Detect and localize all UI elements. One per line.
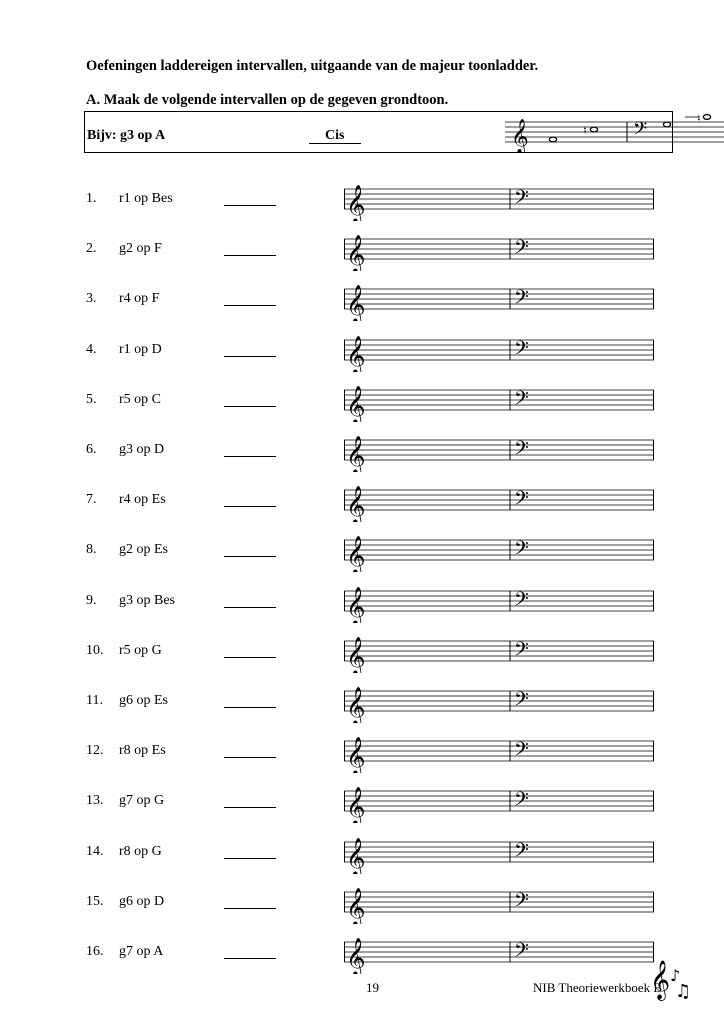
treble-clef-icon [346, 184, 366, 221]
exercise-number: 16. [86, 944, 104, 959]
bass-clef-icon [514, 488, 529, 514]
svg-text:𝄞: 𝄞 [346, 736, 366, 774]
answer-blank[interactable] [224, 958, 276, 959]
exercise-row [0, 225, 724, 275]
exercise-label: r8 op Es [119, 743, 166, 759]
treble-clef-icon [346, 887, 366, 924]
exercise-row [0, 828, 724, 878]
whole-note [590, 127, 597, 132]
svg-text:𝄞: 𝄞 [346, 836, 366, 874]
music-staff[interactable] [344, 279, 656, 326]
answer-blank[interactable] [224, 757, 276, 758]
exercise-row [0, 878, 724, 928]
exercise-number: 3. [86, 291, 97, 307]
exercise-number: 11. [86, 693, 103, 708]
music-staff[interactable] [344, 330, 656, 377]
music-staff[interactable] [344, 430, 656, 477]
exercise-row [0, 627, 724, 677]
answer-blank[interactable] [224, 657, 276, 658]
page-title: Oefeningen laddereigen intervallen, uitgaande van de majeur toonladder. [86, 58, 539, 74]
answer-blank[interactable] [224, 506, 276, 507]
answer-blank[interactable] [224, 456, 276, 457]
bass-clef-icon [514, 388, 529, 414]
answer-blank[interactable] [224, 356, 276, 357]
svg-text:𝄞: 𝄞 [346, 284, 366, 322]
section-heading: A. Maak de volgende intervallen op de gegeven grondtoon. [86, 92, 449, 108]
exercise-row [0, 175, 724, 225]
exercise-row [0, 677, 724, 727]
exercise-number: 6. [86, 442, 97, 457]
exercise-label: r4 op F [119, 291, 160, 307]
svg-text:𝄞: 𝄞 [650, 960, 671, 1000]
answer-blank[interactable] [224, 205, 276, 206]
bass-clef-icon [514, 187, 529, 213]
music-staff[interactable] [344, 380, 656, 427]
treble-clef-icon [346, 284, 366, 321]
exercise-label: g6 op D [119, 893, 165, 909]
svg-text:𝄢: 𝄢 [514, 438, 529, 464]
exercise-number: 2. [86, 241, 97, 257]
treble-clef-icon [346, 636, 366, 673]
exercise-row [0, 376, 724, 426]
exercise-number: 9. [86, 592, 97, 608]
answer-blank[interactable] [224, 556, 276, 557]
music-staff[interactable] [344, 581, 656, 628]
music-staff[interactable] [344, 530, 656, 577]
bass-clef-icon [633, 119, 647, 144]
treble-clef-icon [346, 686, 366, 723]
exercise-row [0, 326, 724, 376]
svg-text:𝄢: 𝄢 [514, 889, 529, 916]
svg-text:𝄢: 𝄢 [514, 638, 529, 665]
answer-blank[interactable] [224, 607, 276, 608]
answer-blank[interactable] [224, 707, 276, 708]
svg-text:𝄢: 𝄢 [514, 739, 529, 766]
example-staff [505, 114, 724, 157]
exercise-label: g2 op F [119, 241, 162, 257]
treble-clef-icon [346, 234, 366, 271]
music-staff[interactable] [344, 731, 656, 778]
treble-clef-icon [346, 586, 366, 623]
bass-clef-icon [514, 890, 529, 916]
exercise-row [0, 426, 724, 476]
svg-text:𝄞: 𝄞 [346, 535, 366, 573]
example-answer: Cis [309, 128, 361, 144]
exercise-label: g2 op Es [119, 542, 168, 558]
bass-clef-icon [514, 940, 529, 966]
natural-sign: ♮ [583, 124, 587, 137]
exercise-number: 12. [86, 743, 104, 759]
music-staff[interactable] [344, 179, 656, 226]
exercise-row [0, 777, 724, 827]
exercise-row [0, 476, 724, 526]
whole-note [703, 115, 710, 120]
svg-text:𝄢: 𝄢 [514, 538, 529, 565]
bass-clef-icon [514, 237, 529, 263]
bass-clef-icon [514, 639, 529, 665]
exercise-label: r1 op Bes [119, 191, 173, 206]
svg-text:𝄞: 𝄞 [346, 635, 366, 673]
book-title: NIB Theoriewerkboek B [533, 980, 663, 995]
bass-clef-icon [514, 589, 529, 615]
bass-clef-icon [514, 338, 529, 364]
bass-clef-icon [514, 840, 529, 866]
music-staff[interactable] [344, 932, 656, 979]
exercise-number: 13. [86, 793, 104, 809]
exercise-row [0, 577, 724, 627]
answer-blank[interactable] [224, 305, 276, 306]
exercise-label: g3 op Bes [119, 592, 175, 608]
page-number: 19 [366, 980, 379, 995]
svg-text:𝄢: 𝄢 [633, 119, 648, 144]
exercise-row [0, 727, 724, 777]
music-staff[interactable] [344, 229, 656, 276]
svg-text:𝄢: 𝄢 [514, 387, 529, 414]
answer-blank[interactable] [224, 406, 276, 407]
svg-text:𝄢: 𝄢 [514, 689, 529, 715]
exercise-number: 4. [86, 341, 97, 357]
treble-clef-icon [346, 535, 366, 572]
exercise-row [0, 526, 724, 576]
svg-text:𝄞: 𝄞 [346, 686, 366, 723]
svg-text:𝄢: 𝄢 [514, 187, 529, 213]
svg-text:♫: ♫ [675, 981, 692, 1001]
exercise-number: 1. [86, 191, 97, 206]
svg-text:𝄞: 𝄞 [346, 184, 366, 221]
exercise-label: g6 op Es [119, 693, 168, 708]
answer-blank[interactable] [224, 908, 276, 909]
bass-clef-icon [514, 789, 529, 815]
exercise-label: r5 op G [119, 642, 162, 658]
bass-clef-icon [514, 438, 529, 464]
treble-clef-icon [346, 736, 366, 773]
svg-text:𝄢: 𝄢 [514, 839, 529, 866]
treble-clef-icon [346, 385, 366, 422]
treble-clef-icon [346, 485, 366, 522]
music-notes-logo-icon [650, 955, 696, 1006]
svg-text:𝄢: 𝄢 [514, 337, 529, 364]
answer-blank[interactable] [224, 255, 276, 256]
exercise-label: r5 op C [119, 391, 161, 407]
exercise-number: 15. [86, 893, 104, 909]
bass-clef-icon [514, 287, 529, 313]
svg-text:𝄞: 𝄞 [346, 585, 366, 623]
music-staff[interactable] [344, 832, 656, 879]
bass-clef-icon [514, 689, 529, 715]
natural-sign: ♮ [697, 114, 701, 125]
example-label: Bijv: g3 op A [87, 128, 166, 143]
treble-clef-icon [346, 435, 366, 472]
svg-text:𝄢: 𝄢 [514, 789, 529, 816]
exercise-number: 7. [86, 492, 97, 508]
bass-clef-icon [514, 538, 529, 564]
svg-text:𝄞: 𝄞 [511, 119, 529, 152]
exercise-label: r8 op G [119, 843, 162, 859]
treble-clef-icon [511, 119, 529, 152]
whole-note [663, 122, 670, 127]
music-staff[interactable] [344, 480, 656, 527]
answer-blank[interactable] [224, 807, 276, 808]
exercise-label: g3 op D [119, 442, 165, 457]
svg-text:𝄞: 𝄞 [346, 435, 366, 472]
exercise-label: g7 op A [119, 944, 164, 959]
svg-text:𝄞: 𝄞 [346, 485, 366, 523]
exercise-label: g7 op G [119, 793, 165, 809]
treble-clef-icon [346, 937, 366, 974]
svg-text:𝄞: 𝄞 [346, 886, 366, 924]
music-staff[interactable] [344, 882, 656, 929]
svg-text:𝄢: 𝄢 [514, 940, 529, 966]
svg-text:𝄢: 𝄢 [514, 287, 529, 314]
svg-text:𝄢: 𝄢 [514, 237, 529, 264]
exercise-number: 8. [86, 542, 97, 558]
svg-text:𝄞: 𝄞 [346, 234, 366, 272]
svg-text:𝄢: 𝄢 [514, 588, 529, 615]
treble-clef-icon [346, 786, 366, 823]
answer-blank[interactable] [224, 858, 276, 859]
music-staff[interactable] [344, 681, 656, 728]
svg-text:♪: ♪ [670, 966, 681, 985]
treble-clef-icon [346, 335, 366, 372]
example-box [84, 111, 701, 153]
exercise-row [0, 928, 724, 978]
svg-text:𝄞: 𝄞 [346, 334, 366, 372]
music-staff[interactable] [344, 631, 656, 678]
treble-clef-icon [346, 837, 366, 874]
exercise-row [0, 275, 724, 325]
exercise-label: r4 op Es [119, 492, 166, 508]
exercise-number: 10. [86, 642, 104, 658]
svg-text:𝄞: 𝄞 [346, 384, 366, 422]
exercise-number: 5. [86, 391, 97, 407]
svg-text:𝄞: 𝄞 [346, 786, 366, 824]
music-staff[interactable] [344, 781, 656, 828]
svg-text:𝄞: 𝄞 [346, 937, 366, 974]
whole-note [549, 137, 556, 142]
bass-clef-icon [514, 739, 529, 765]
svg-text:𝄢: 𝄢 [514, 488, 529, 515]
exercise-number: 14. [86, 843, 104, 859]
exercise-label: r1 op D [119, 341, 162, 357]
